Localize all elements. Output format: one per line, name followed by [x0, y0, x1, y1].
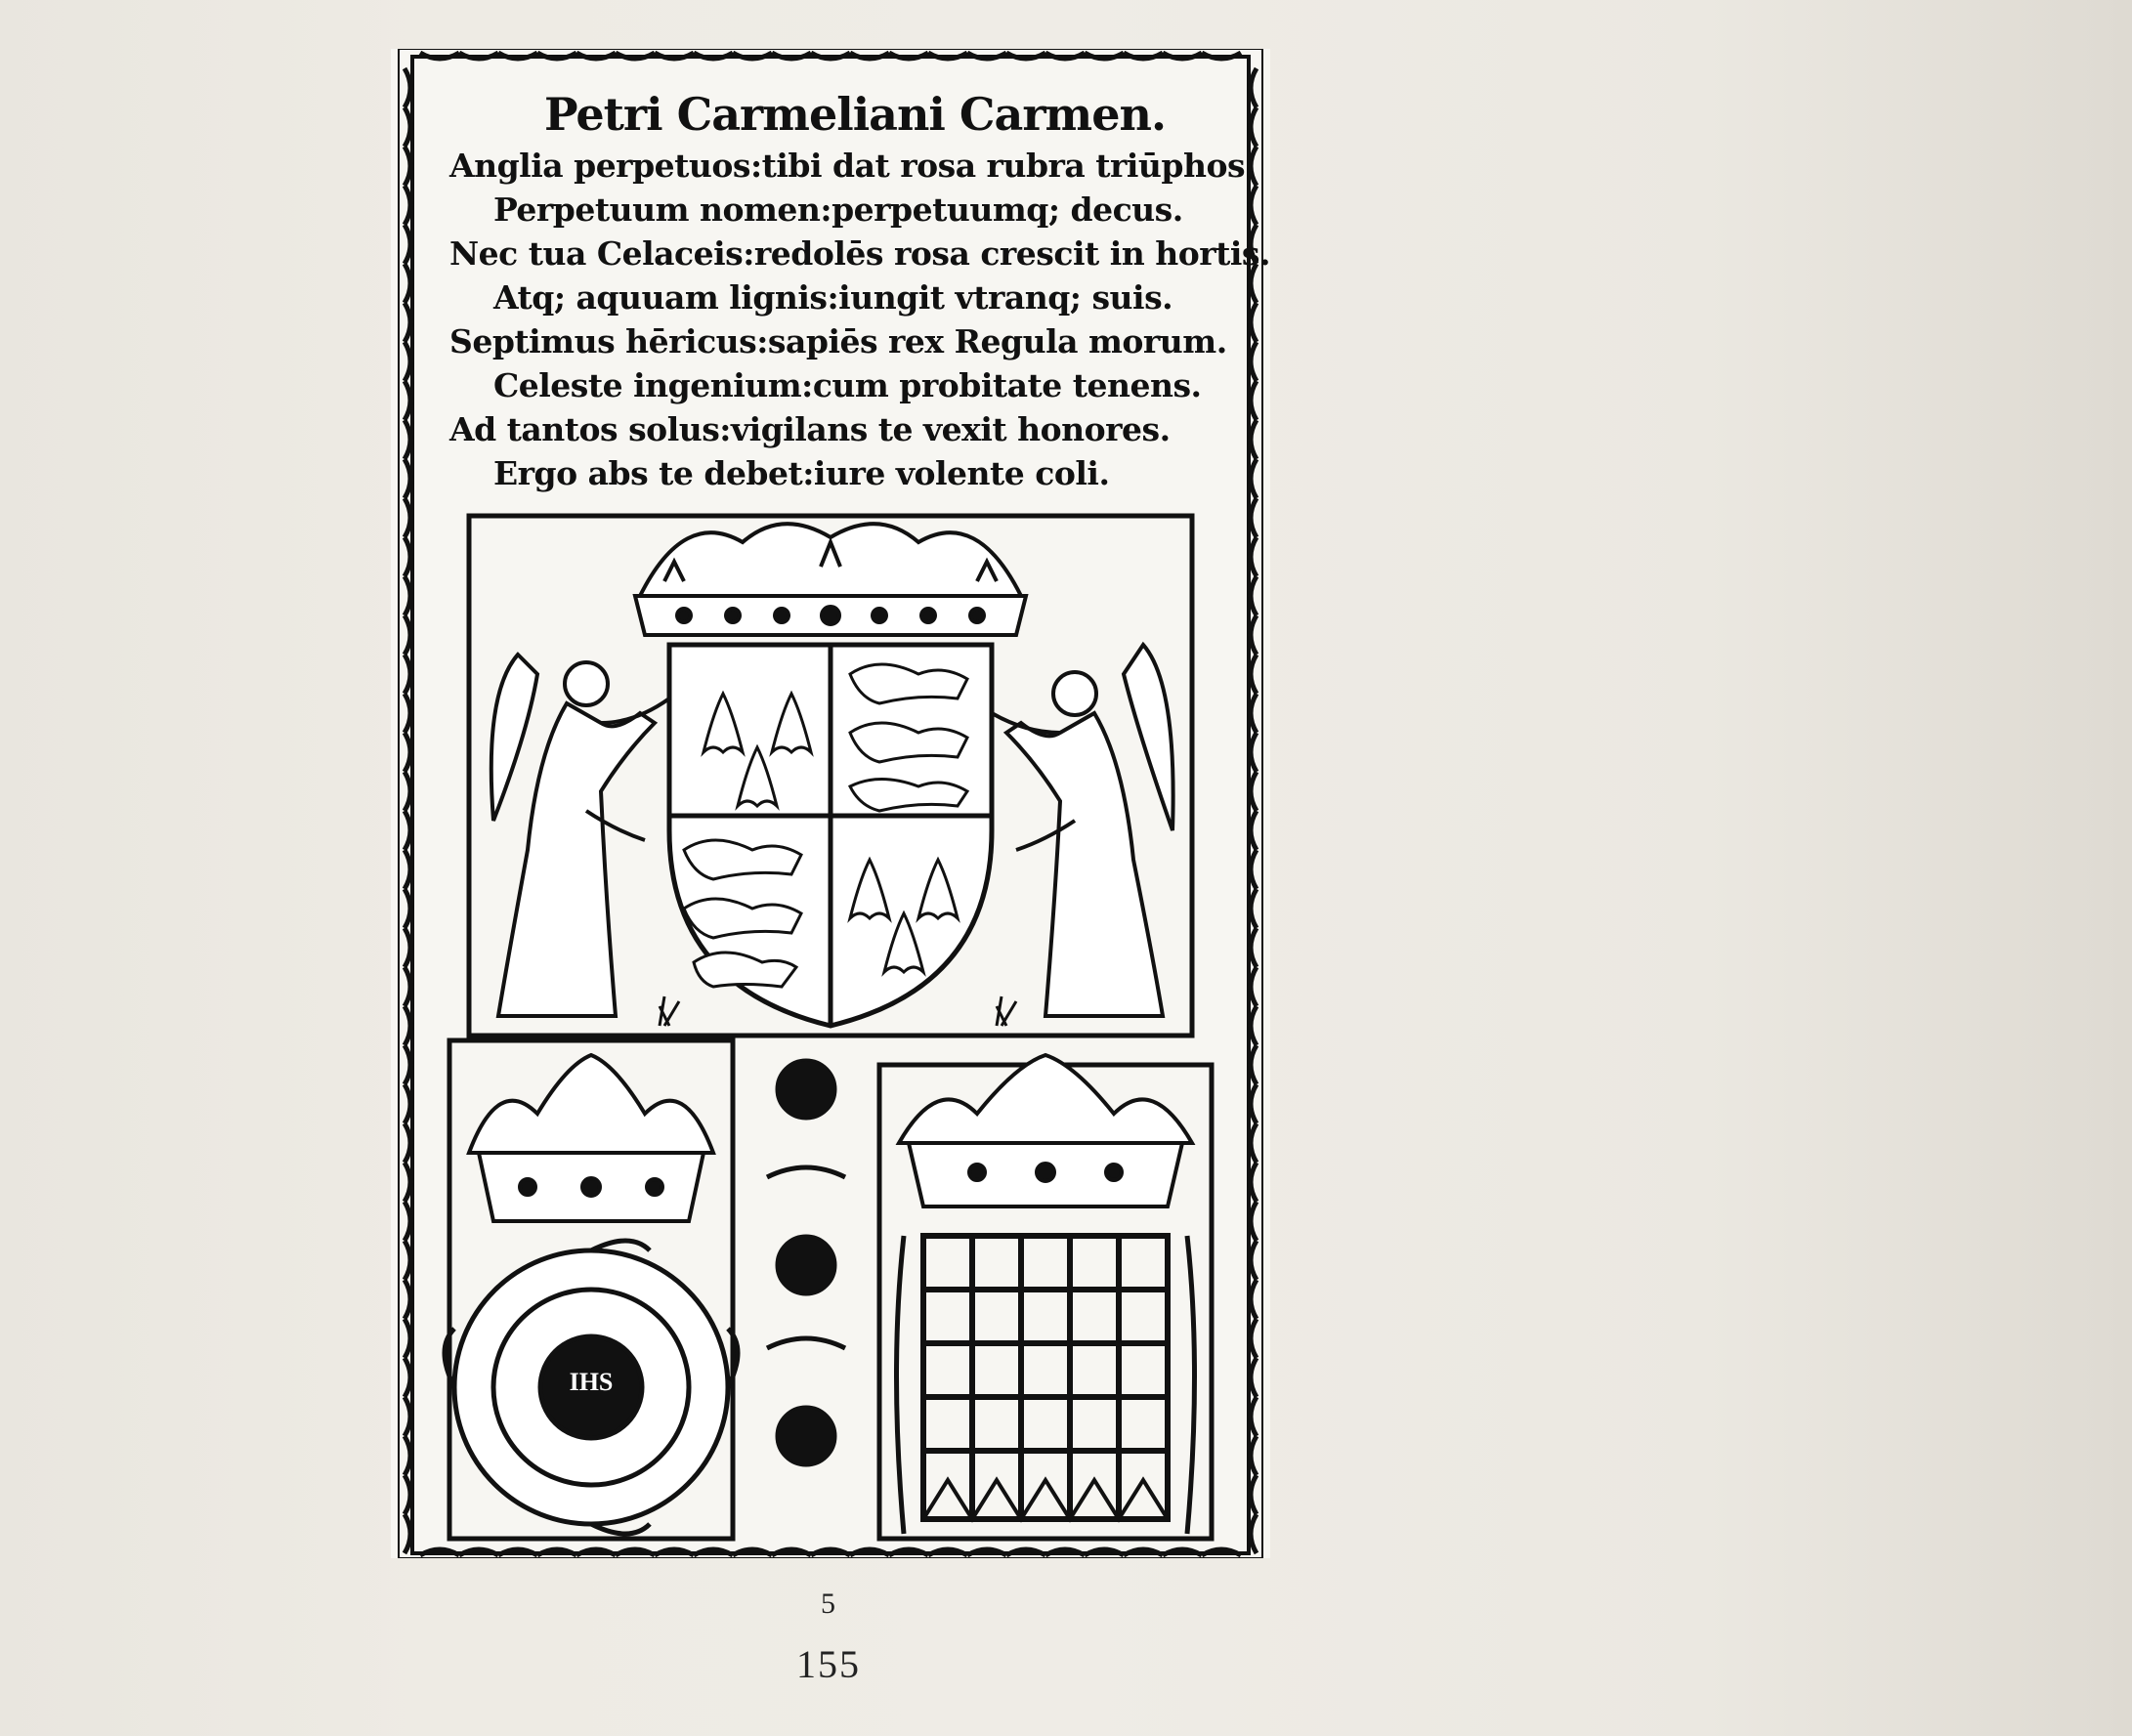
portcullis-icon: [897, 1236, 1195, 1534]
verse-line-4: Atq; aquuam lignis:iungit vtranq; suis.: [493, 278, 1173, 317]
verse-line-6: Celeste ingenium:cum probitate tenens.: [493, 366, 1202, 404]
verse-line-5: Septimus hēricus:sapiēs rex Regula morum.: [449, 322, 1227, 360]
page-folio: 155: [796, 1642, 861, 1686]
verse-line-1: Anglia perpetuos:tibi dat rosa rubra triūphos.: [449, 147, 1257, 185]
small-crown-left-icon: [469, 1055, 713, 1221]
verse-line-8: Ergo abs te debet:iure volente coli.: [493, 454, 1110, 492]
royal-crown-icon: [635, 524, 1026, 635]
verse-line-2: Perpetuum nomen:perpetuumq; decus.: [493, 191, 1183, 229]
verse-line-7: Ad tantos solus:vigilans te vexit honores.: [449, 410, 1171, 448]
angel-right-icon: [992, 645, 1173, 1016]
monogram-text: IHS: [569, 1368, 614, 1396]
small-crown-right-icon: [899, 1055, 1192, 1207]
poem-title: Petri Carmeliani Carmen.: [544, 88, 1166, 141]
figure-number: 5: [821, 1588, 835, 1620]
woodcut-print: [391, 49, 1270, 1558]
verse-line-3: Nec tua Celaceis:redolēs rosa crescit in hortis.: [449, 234, 1270, 273]
ornament-column: [767, 1060, 845, 1465]
woodcut-illustration: [391, 49, 1270, 1558]
angel-left-icon: [491, 655, 669, 1016]
